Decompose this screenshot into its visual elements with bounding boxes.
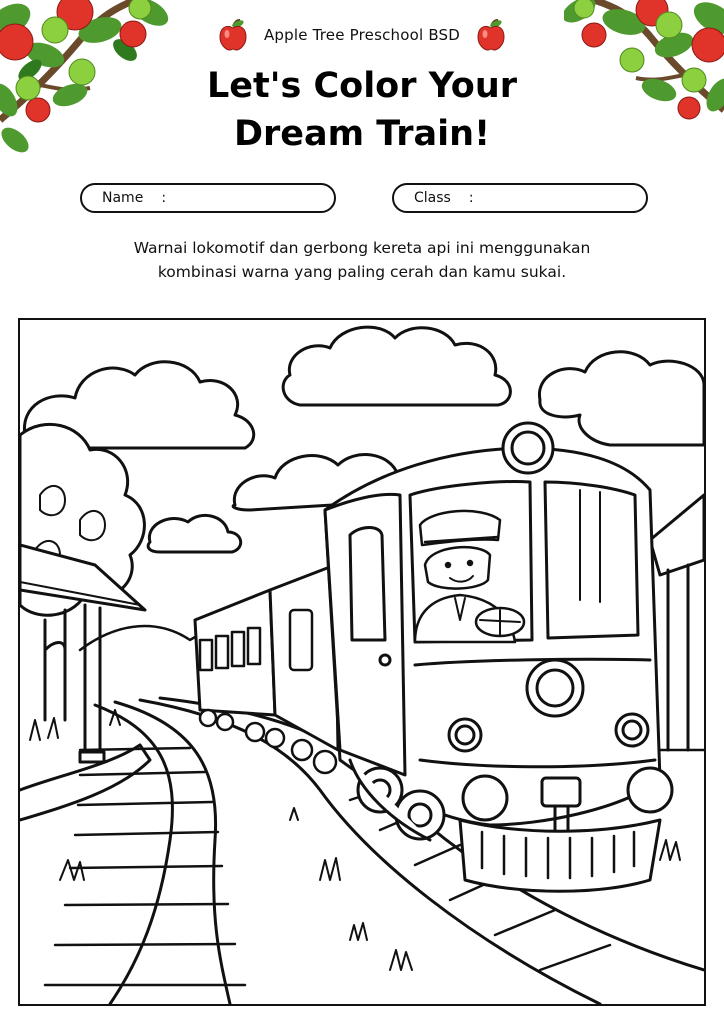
cloud-top-center [283, 327, 510, 405]
name-colon: : [161, 190, 167, 206]
instruction-line-2: kombinasi warna yang paling cerah dan kamu sukai. [157, 263, 567, 281]
instruction-line-1: Warnai lokomotif dan gerbong kereta api ini menggunakan [133, 239, 591, 257]
page-title [0, 62, 724, 158]
school-header [0, 18, 724, 52]
coloring-area[interactable] [18, 318, 706, 1006]
train-coloring-illustration [20, 320, 704, 1004]
apple-icon [218, 19, 248, 51]
instruction-text [40, 236, 684, 284]
school-name: Apple Tree Preschool BSD [263, 26, 461, 44]
page-title-line-1: Let's Color Your [206, 66, 518, 106]
class-label: Class [414, 190, 451, 206]
train-carriages [195, 565, 338, 773]
name-label: Name [102, 190, 144, 206]
class-field[interactable] [392, 183, 648, 213]
locomotive [325, 423, 672, 891]
apple-icon [476, 19, 506, 51]
cloud-small-left [148, 515, 241, 552]
page-title-line-2: Dream Train! [233, 114, 491, 154]
cloud-right [539, 352, 704, 445]
class-colon: : [468, 190, 474, 206]
name-field[interactable] [80, 183, 336, 213]
